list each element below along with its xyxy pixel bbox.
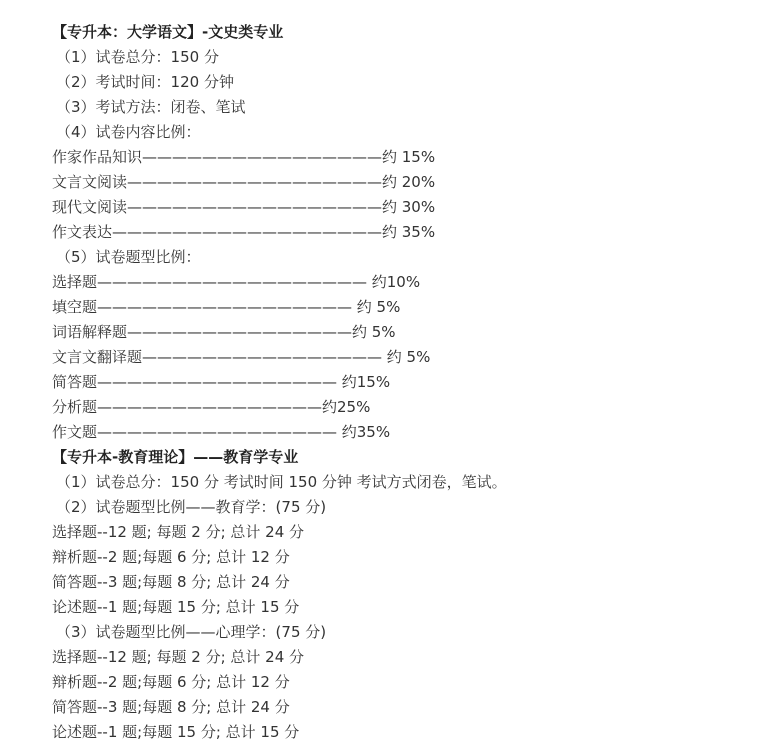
- content-ratio-item: （4）试卷内容比例：: [56, 123, 201, 141]
- ratio-classical-reading: 文言文阅读—————————————————约 20%: [52, 173, 436, 191]
- type-essay: 作文题———————————————— 约35%: [52, 423, 391, 441]
- ratio-modern-reading: 现代文阅读—————————————————约 30%: [52, 198, 436, 216]
- psychology-ratio-item: （3）试卷题型比例——心理学：(75 分): [56, 623, 327, 641]
- pedagogy-debate: 辩析题--2 题;每题 6 分; 总计 12 分: [52, 548, 290, 566]
- section-heading-chinese: 【专升本：大学语文】-文史类专业: [52, 23, 284, 41]
- psychology-essay: 论述题--1 题;每题 15 分; 总计 15 分: [52, 723, 300, 741]
- type-fill-blank: 填空题————————————————— 约 5%: [52, 298, 401, 316]
- psychology-choice: 选择题--12 题; 每题 2 分; 总计 24 分: [52, 648, 305, 666]
- type-word-explanation: 词语解释题———————————————约 5%: [52, 323, 396, 341]
- exam-method-item: （3）考试方法：闭卷、笔试: [56, 98, 246, 116]
- document-body: [52, 20, 752, 745]
- psychology-short-answer: 简答题--3 题;每题 8 分; 总计 24 分: [52, 698, 290, 716]
- pedagogy-essay: 论述题--1 题;每题 15 分; 总计 15 分: [52, 598, 300, 616]
- pedagogy-choice: 选择题--12 题; 每题 2 分; 总计 24 分: [52, 523, 305, 541]
- ratio-author-works: 作家作品知识————————————————约 15%: [52, 148, 436, 166]
- total-score-item: （1）试卷总分：150 分: [56, 48, 219, 66]
- type-multiple-choice: 选择题—————————————————— 约10%: [52, 273, 421, 291]
- type-classical-translation: 文言文翻译题———————————————— 约 5%: [52, 348, 431, 366]
- section-heading-education: 【专升本-教育理论】——教育学专业: [52, 448, 299, 466]
- ratio-composition: 作文表达——————————————————约 35%: [52, 223, 436, 241]
- type-analysis: 分析题———————————————约25%: [52, 398, 371, 416]
- type-short-answer: 简答题———————————————— 约15%: [52, 373, 391, 391]
- type-ratio-item: （5）试卷题型比例：: [56, 248, 201, 266]
- pedagogy-short-answer: 简答题--3 题;每题 8 分; 总计 24 分: [52, 573, 290, 591]
- pedagogy-ratio-item: （2）试卷题型比例——教育学：(75 分): [56, 498, 327, 516]
- education-exam-summary: （1）试卷总分：150 分 考试时间 150 分钟 考试方式闭卷，笔试。: [56, 473, 507, 491]
- psychology-debate: 辩析题--2 题;每题 6 分; 总计 12 分: [52, 673, 290, 691]
- exam-time-item: （2）考试时间：120 分钟: [56, 73, 234, 91]
